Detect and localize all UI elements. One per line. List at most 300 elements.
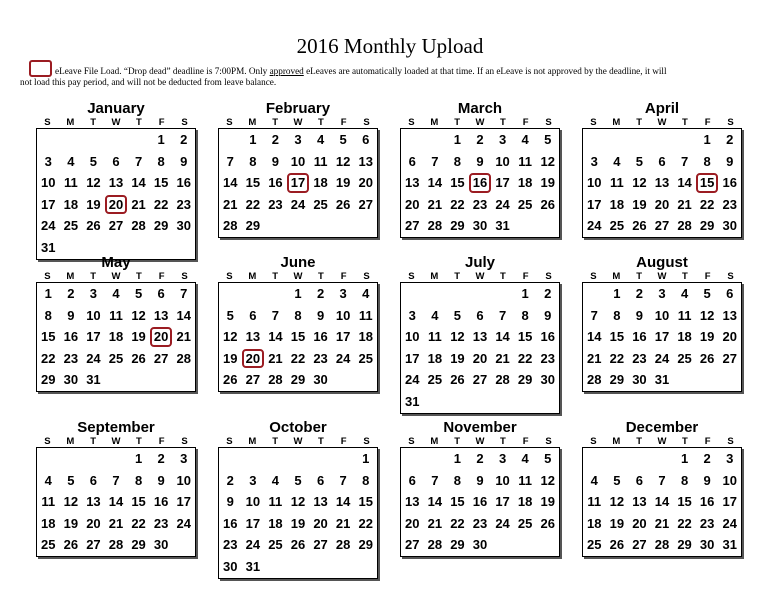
day-cell: 21 — [427, 515, 443, 531]
day-cell: 3 — [294, 132, 302, 147]
month-july — [400, 254, 560, 414]
day-cell: 14 — [108, 494, 124, 510]
day-cell: 3 — [408, 307, 416, 323]
weekday-header — [400, 271, 560, 282]
day-cell: 9 — [67, 307, 75, 323]
day-cell: 6 — [112, 153, 120, 169]
deadline-note — [20, 66, 670, 88]
day-cell: 14 — [176, 307, 191, 323]
day-cell: 8 — [157, 153, 165, 169]
day-cell: 16 — [632, 329, 647, 345]
day-cell: 1 — [680, 451, 689, 466]
day-cell: 28 — [335, 537, 351, 553]
day-cell: 11 — [63, 175, 78, 191]
day-cell: 9 — [157, 472, 165, 488]
weekday-label: W — [657, 271, 667, 282]
day-cell: 24 — [654, 350, 670, 366]
day-cell: 27 — [405, 537, 420, 553]
empty-day-cell — [105, 448, 128, 470]
day-cell: 30 — [63, 372, 79, 388]
day-cell: 2 — [703, 451, 711, 466]
weekday-header — [36, 117, 196, 128]
day-cell: 27 — [108, 218, 124, 234]
day-cell: 5 — [613, 472, 621, 488]
month-june — [218, 254, 378, 392]
day-cell: 4 — [590, 472, 598, 488]
weekday-header — [582, 271, 742, 282]
day-cell: 6 — [157, 286, 165, 301]
month-name: December — [625, 419, 699, 436]
weekday-label: M — [248, 271, 257, 282]
day-cell: 24 — [290, 196, 306, 212]
weekday-label: M — [612, 271, 621, 282]
day-cell: 25 — [677, 350, 692, 366]
weekday-label: S — [590, 436, 597, 447]
day-cell: 24 — [176, 515, 191, 531]
weekday-label: F — [158, 436, 165, 447]
day-cell: 13 — [472, 329, 488, 345]
month-name: January — [87, 100, 145, 117]
day-cell: 25 — [358, 350, 373, 366]
day-cell: 12 — [450, 329, 465, 345]
month-name: May — [101, 254, 131, 271]
empty-day-cell — [718, 369, 741, 391]
weekday-header — [218, 436, 378, 447]
day-cell: 16 — [722, 175, 737, 191]
day-cell: 19 — [540, 494, 555, 510]
day-cell: 16 — [540, 329, 555, 345]
day-cell: 11 — [313, 153, 328, 169]
day-cell: 6 — [316, 472, 325, 488]
day-cell: 31 — [722, 537, 737, 553]
weekday-label: T — [90, 436, 97, 447]
day-cell: 27 — [405, 218, 420, 234]
day-cell: 18 — [517, 494, 533, 510]
day-cell: 26 — [223, 372, 238, 388]
month-september — [36, 419, 196, 557]
month-august — [582, 254, 742, 392]
day-cell: 19 — [335, 175, 351, 191]
page-title: 2016 Monthly Upload — [296, 34, 484, 58]
empty-day-cell — [469, 391, 492, 413]
weekday-label: S — [545, 436, 552, 447]
empty-day-cell — [491, 534, 514, 556]
day-cell: 21 — [495, 350, 510, 366]
day-cell: 17 — [495, 494, 510, 510]
empty-day-cell — [172, 369, 195, 391]
weekday-label: T — [681, 271, 688, 282]
day-cell: 28 — [223, 218, 238, 234]
weekday-label: W — [657, 436, 667, 447]
weekday-label: S — [226, 117, 233, 128]
day-cell: 24 — [405, 372, 420, 388]
weekday-label: M — [66, 271, 75, 282]
note-text-2: eLeaves are automatically loaded at that time. If an eLeave is not approved by the deadline, it will not load this pay period, and will not be deducted from leave balance. — [20, 66, 667, 87]
day-cell: 13 — [108, 175, 124, 191]
day-cell: 20 — [358, 175, 373, 191]
day-cell: 22 — [699, 196, 715, 212]
day-cell: 26 — [699, 350, 715, 366]
day-cell: 27 — [153, 350, 169, 366]
day-cell: 10 — [405, 329, 420, 345]
month-name: October — [269, 419, 327, 436]
day-cell: 5 — [67, 472, 75, 488]
weekday-label: F — [522, 436, 529, 447]
weekday-label: M — [612, 436, 621, 447]
weekday-label: S — [727, 117, 734, 128]
empty-day-cell — [401, 129, 424, 151]
weekday-header — [36, 436, 196, 447]
day-grid — [400, 447, 560, 557]
day-cell: 18 — [609, 196, 625, 212]
day-cell: 21 — [223, 196, 238, 212]
weekday-label: F — [704, 271, 711, 282]
month-name: July — [464, 254, 495, 271]
day-cell: 22 — [153, 196, 169, 212]
empty-day-cell — [583, 448, 606, 470]
day-cell: 3 — [498, 132, 507, 147]
weekday-label: M — [248, 436, 257, 447]
day-cell: 12 — [540, 472, 555, 488]
day-cell: 3 — [498, 451, 507, 466]
weekday-label: S — [226, 271, 233, 282]
weekday-label: S — [727, 436, 734, 447]
day-grid — [400, 128, 560, 238]
empty-day-cell — [491, 391, 514, 413]
weekday-label: S — [181, 117, 188, 128]
day-cell: 3 — [658, 286, 666, 301]
weekday-label: W — [293, 271, 303, 282]
empty-day-cell — [264, 448, 287, 470]
day-cell: 14 — [427, 494, 443, 510]
note-emphasis: approved — [269, 66, 304, 76]
day-cell: 29 — [517, 372, 533, 388]
month-february — [218, 100, 378, 238]
day-cell: 26 — [290, 537, 306, 553]
day-cell: 7 — [339, 472, 347, 488]
day-cell: 17 — [86, 329, 101, 345]
empty-day-cell — [424, 283, 447, 305]
day-cell: 16 — [472, 494, 488, 510]
day-cell: 13 — [153, 307, 169, 323]
day-cell: 4 — [613, 153, 621, 169]
day-cell: 27 — [472, 372, 488, 388]
day-cell: 3 — [590, 153, 598, 169]
day-cell: 31 — [86, 372, 101, 388]
empty-day-cell — [172, 534, 195, 556]
empty-day-cell — [628, 448, 651, 470]
empty-day-cell — [60, 448, 83, 470]
day-cell: 17 — [495, 175, 510, 191]
day-cell: 22 — [677, 515, 692, 531]
weekday-label: W — [293, 436, 303, 447]
day-cell: 16 — [699, 494, 715, 510]
day-cell: 17 — [245, 515, 261, 531]
day-cell: 24 — [335, 350, 351, 366]
weekday-label: S — [181, 271, 188, 282]
weekday-label: T — [454, 436, 461, 447]
day-cell: 26 — [63, 537, 79, 553]
day-cell: 15 — [153, 175, 169, 191]
day-cell: 12 — [131, 307, 146, 323]
empty-day-cell — [105, 129, 128, 151]
day-cell: 6 — [658, 153, 666, 169]
day-cell: 22 — [609, 350, 625, 366]
day-cell: 11 — [518, 472, 532, 488]
month-may — [36, 254, 196, 392]
day-cell: 28 — [176, 350, 191, 366]
day-cell: 29 — [450, 218, 465, 234]
weekday-label: F — [704, 436, 711, 447]
day-cell: 29 — [131, 537, 146, 553]
day-cell: 13 — [86, 494, 101, 510]
day-cell: 10 — [335, 307, 351, 323]
day-cell: 15 — [290, 329, 306, 345]
day-grid — [582, 128, 742, 238]
day-cell: 29 — [450, 537, 465, 553]
day-cell: 15 — [517, 329, 533, 345]
day-cell: 13 — [405, 175, 420, 191]
day-cell: 28 — [677, 218, 692, 234]
empty-day-cell — [491, 283, 514, 305]
day-cell: 13 — [405, 494, 420, 510]
empty-day-cell — [332, 215, 355, 237]
weekday-label: M — [430, 271, 439, 282]
weekday-label: T — [681, 117, 688, 128]
day-cell: 22 — [358, 515, 373, 531]
day-cell: 23 — [472, 515, 488, 531]
empty-day-cell — [354, 215, 377, 237]
day-cell: 18 — [517, 175, 533, 191]
day-cell: 28 — [427, 218, 443, 234]
weekday-label: S — [363, 436, 370, 447]
day-cell: 14 — [268, 329, 283, 345]
weekday-label: M — [66, 117, 75, 128]
day-cell: 1 — [453, 451, 462, 466]
day-cell: 24 — [495, 515, 510, 531]
day-cell: 2 — [67, 286, 75, 301]
day-cell: 5 — [635, 153, 644, 169]
day-cell: 28 — [427, 537, 443, 553]
day-cell: 4 — [521, 451, 529, 466]
weekday-header — [582, 117, 742, 128]
day-cell: 13 — [654, 175, 670, 191]
empty-day-cell — [150, 369, 173, 391]
weekday-label: W — [111, 117, 121, 128]
day-cell: 14 — [495, 329, 510, 345]
day-cell: 7 — [431, 472, 439, 488]
weekday-label: T — [499, 436, 506, 447]
empty-day-cell — [424, 448, 447, 470]
upload-deadline-day: 20 — [150, 326, 173, 348]
day-cell: 25 — [41, 537, 56, 553]
day-grid — [36, 282, 196, 392]
day-cell: 1 — [157, 132, 165, 147]
day-cell: 16 — [313, 329, 328, 345]
empty-day-cell — [651, 448, 674, 470]
day-cell: 14 — [677, 175, 692, 191]
day-cell: 10 — [587, 175, 602, 191]
empty-day-cell — [287, 215, 310, 237]
upload-deadline-day: 15 — [696, 172, 719, 194]
day-cell: 22 — [290, 350, 306, 366]
day-cell: 6 — [362, 132, 370, 147]
day-cell: 20 — [313, 515, 328, 531]
weekday-label: T — [636, 271, 643, 282]
day-cell: 10 — [654, 307, 670, 323]
day-grid — [582, 282, 742, 392]
day-cell: 11 — [677, 307, 692, 323]
day-cell: 30 — [722, 218, 737, 234]
empty-day-cell — [332, 556, 355, 578]
weekday-label: S — [727, 271, 734, 282]
day-cell: 10 — [176, 472, 191, 488]
day-cell: 4 — [316, 132, 325, 147]
day-cell: 26 — [450, 372, 465, 388]
empty-day-cell — [469, 283, 492, 305]
empty-day-cell — [219, 283, 242, 305]
empty-day-cell — [651, 129, 674, 151]
weekday-label: T — [135, 271, 142, 282]
day-cell: 26 — [540, 196, 555, 212]
day-cell: 9 — [226, 494, 234, 510]
day-cell: 2 — [316, 286, 325, 301]
day-cell: 12 — [540, 153, 555, 169]
empty-day-cell — [60, 129, 83, 151]
day-cell: 13 — [632, 494, 647, 510]
day-cell: 18 — [427, 350, 443, 366]
day-cell: 10 — [41, 175, 56, 191]
day-cell: 15 — [41, 329, 56, 345]
weekday-label: S — [545, 271, 552, 282]
day-cell: 29 — [290, 372, 306, 388]
weekday-label: T — [454, 117, 461, 128]
day-cell: 7 — [431, 153, 439, 169]
weekday-label: F — [340, 117, 347, 128]
day-cell: 9 — [316, 307, 325, 323]
day-cell: 25 — [517, 196, 533, 212]
day-cell: 12 — [609, 494, 625, 510]
day-cell: 17 — [587, 196, 602, 212]
weekday-label: T — [317, 436, 324, 447]
day-grid — [36, 128, 196, 260]
day-cell: 24 — [587, 218, 602, 234]
day-cell: 10 — [495, 472, 510, 488]
day-cell: 17 — [335, 329, 351, 345]
weekday-label: F — [158, 117, 165, 128]
weekday-header — [400, 436, 560, 447]
weekday-header — [218, 117, 378, 128]
day-cell: 21 — [335, 515, 351, 531]
day-cell: 27 — [632, 537, 647, 553]
day-cell: 31 — [41, 239, 56, 255]
weekday-label: T — [317, 117, 324, 128]
day-cell: 24 — [41, 218, 56, 234]
weekday-label: T — [317, 271, 324, 282]
day-cell: 5 — [453, 307, 462, 323]
day-cell: 27 — [358, 196, 373, 212]
day-cell: 6 — [89, 472, 98, 488]
empty-day-cell — [242, 283, 265, 305]
day-cell: 22 — [450, 515, 465, 531]
weekday-label: W — [111, 436, 121, 447]
day-cell: 13 — [722, 307, 737, 323]
empty-day-cell — [309, 215, 332, 237]
day-cell: 4 — [521, 132, 529, 147]
day-cell: 25 — [63, 218, 79, 234]
day-cell: 19 — [699, 329, 715, 345]
day-cell: 29 — [245, 218, 261, 234]
day-cell: 1 — [613, 286, 621, 301]
day-cell: 9 — [703, 472, 711, 488]
day-cell: 30 — [472, 218, 488, 234]
weekday-label: S — [363, 117, 370, 128]
upload-deadline-day: 20 — [242, 348, 265, 370]
empty-day-cell — [309, 448, 332, 470]
day-cell: 1 — [362, 451, 370, 466]
day-cell: 27 — [654, 218, 670, 234]
day-cell: 2 — [271, 132, 280, 147]
weekday-label: F — [340, 436, 347, 447]
day-cell: 3 — [44, 153, 52, 169]
month-name: August — [636, 254, 688, 271]
day-cell: 31 — [245, 558, 261, 574]
empty-day-cell — [264, 215, 287, 237]
day-cell: 17 — [176, 494, 191, 510]
day-cell: 20 — [405, 196, 420, 212]
day-cell: 22 — [245, 196, 261, 212]
day-cell: 20 — [86, 515, 101, 531]
day-cell: 10 — [86, 307, 101, 323]
day-cell: 18 — [587, 515, 602, 531]
day-cell: 7 — [590, 307, 598, 323]
day-cell: 27 — [722, 350, 737, 366]
day-cell: 10 — [245, 494, 261, 510]
day-cell: 17 — [405, 350, 420, 366]
day-cell: 2 — [180, 132, 188, 147]
day-cell: 24 — [86, 350, 101, 366]
day-cell: 29 — [358, 537, 373, 553]
day-cell: 4 — [362, 286, 370, 301]
day-cell: 19 — [86, 196, 101, 212]
day-cell: 3 — [339, 286, 347, 301]
day-cell: 1 — [453, 132, 462, 147]
day-cell: 1 — [249, 132, 257, 147]
weekday-label: T — [90, 117, 97, 128]
weekday-label: T — [135, 436, 142, 447]
day-cell: 25 — [313, 196, 328, 212]
weekday-label: T — [272, 117, 279, 128]
weekday-header — [218, 271, 378, 282]
day-cell: 18 — [268, 515, 283, 531]
day-cell: 10 — [290, 153, 306, 169]
day-cell: 22 — [41, 350, 56, 366]
empty-day-cell — [606, 448, 629, 470]
day-cell: 21 — [176, 329, 191, 345]
day-cell: 23 — [722, 196, 737, 212]
empty-day-cell — [127, 369, 150, 391]
day-cell: 11 — [518, 153, 532, 169]
weekday-label: T — [272, 436, 279, 447]
empty-day-cell — [309, 556, 332, 578]
day-cell: 28 — [495, 372, 510, 388]
day-cell: 19 — [450, 350, 465, 366]
day-cell: 24 — [245, 537, 261, 553]
weekday-label: T — [681, 436, 688, 447]
day-cell: 19 — [131, 329, 146, 345]
empty-day-cell — [37, 129, 60, 151]
weekday-label: W — [475, 117, 485, 128]
